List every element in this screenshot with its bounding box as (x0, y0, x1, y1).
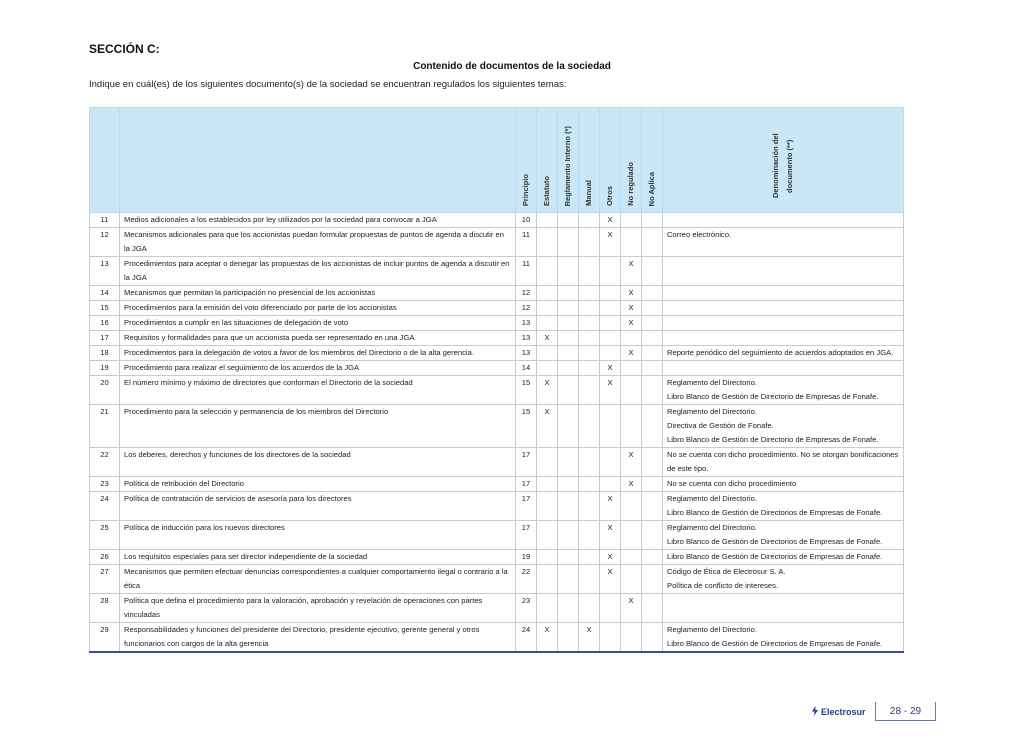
row-principio: 11 (516, 257, 537, 286)
row-otros (600, 448, 621, 477)
row-denominacion: No se cuenta con dicho procedimiento. No se otorgan bonificaciones de este tipo. (663, 448, 904, 477)
table-row (90, 331, 904, 346)
table-header-row (90, 108, 904, 213)
row-otros (600, 405, 621, 448)
row-manual (579, 448, 600, 477)
page-total: 29 (909, 706, 922, 717)
row-denominacion (663, 594, 904, 623)
row-otros (600, 331, 621, 346)
row-number: 24 (90, 492, 120, 521)
row-number: 14 (90, 286, 120, 301)
row-topic: Los deberes, derechos y funciones de los directores de la sociedad (120, 448, 516, 477)
row-topic: El número mínimo y máximo de directores que conforman el Directorio de la sociedad (120, 376, 516, 405)
row-number: 20 (90, 376, 120, 405)
header-denominacion: Denominación del documento (**) (663, 108, 904, 213)
row-no-regulado (621, 492, 642, 521)
row-estatuto (537, 286, 558, 301)
table-row (90, 257, 904, 286)
row-manual (579, 550, 600, 565)
page-current: 28 (889, 706, 902, 717)
row-otros (600, 477, 621, 492)
row-no-aplica (642, 257, 663, 286)
electrosur-logo: Electrosur (812, 706, 866, 717)
row-no-regulado (621, 213, 642, 228)
row-no-aplica (642, 316, 663, 331)
row-principio: 19 (516, 550, 537, 565)
row-principio: 14 (516, 361, 537, 376)
row-topic: Política de inducción para los nuevos directores (120, 521, 516, 550)
row-denominacion: Código de Ética de Electrosur S. A. Política de conflicto de intereses. (663, 565, 904, 594)
row-estatuto (537, 301, 558, 316)
row-denominacion: Reglamento del Directorio. Directiva de Gestión de Fonafe. Libro Blanco de Gestión de Directorio de Empresas de Fonafe. (663, 405, 904, 448)
row-manual (579, 228, 600, 257)
section-title: SECCIÓN C: (89, 42, 160, 56)
row-denominacion: Reglamento del Directorio. Libro Blanco de Gestión de Directorios de Empresas de Fonafe. (663, 492, 904, 521)
row-otros (600, 346, 621, 361)
documents-table (89, 107, 904, 653)
table-row (90, 286, 904, 301)
row-manual (579, 521, 600, 550)
row-denominacion (663, 286, 904, 301)
row-principio: 17 (516, 492, 537, 521)
row-denominacion (663, 301, 904, 316)
row-estatuto (537, 257, 558, 286)
row-no-aplica (642, 492, 663, 521)
row-no-regulado: X (621, 301, 642, 316)
header-estatuto: Estatuto (537, 108, 558, 213)
table-row (90, 521, 904, 550)
row-otros: X (600, 228, 621, 257)
row-principio: 17 (516, 477, 537, 492)
row-denominacion (663, 316, 904, 331)
row-manual (579, 376, 600, 405)
row-topic: Requisitos y formalidades para que un accionista pueda ser representado en una JGA (120, 331, 516, 346)
row-number: 18 (90, 346, 120, 361)
row-no-regulado (621, 521, 642, 550)
row-no-aplica (642, 361, 663, 376)
row-denominacion (663, 331, 904, 346)
row-principio: 13 (516, 316, 537, 331)
row-no-aplica (642, 550, 663, 565)
row-principio: 23 (516, 594, 537, 623)
row-no-aplica (642, 331, 663, 346)
row-reglamento (558, 257, 579, 286)
row-otros (600, 257, 621, 286)
row-reglamento (558, 448, 579, 477)
row-otros: X (600, 565, 621, 594)
row-reglamento (558, 405, 579, 448)
row-principio: 10 (516, 213, 537, 228)
row-no-regulado (621, 623, 642, 653)
row-principio: 17 (516, 521, 537, 550)
row-no-aplica (642, 565, 663, 594)
row-reglamento (558, 492, 579, 521)
row-manual (579, 492, 600, 521)
row-manual (579, 361, 600, 376)
row-reglamento (558, 213, 579, 228)
row-manual (579, 477, 600, 492)
row-no-regulado: X (621, 594, 642, 623)
row-number: 27 (90, 565, 120, 594)
row-reglamento (558, 316, 579, 331)
row-manual (579, 405, 600, 448)
row-topic: Procedimientos para la emisión del voto diferenciado por parte de los accionistas (120, 301, 516, 316)
row-number: 25 (90, 521, 120, 550)
row-number: 22 (90, 448, 120, 477)
row-estatuto (537, 448, 558, 477)
row-principio: 22 (516, 565, 537, 594)
row-topic: Política de contratación de servicios de asesoría para los directores (120, 492, 516, 521)
row-no-aplica (642, 346, 663, 361)
row-topic: Política de retribución del Directorio (120, 477, 516, 492)
row-no-regulado (621, 550, 642, 565)
table-row (90, 301, 904, 316)
row-otros: X (600, 361, 621, 376)
row-topic: Procedimiento para realizar el seguimiento de los acuerdos de la JGA (120, 361, 516, 376)
header-number (90, 108, 120, 213)
row-no-regulado (621, 376, 642, 405)
row-topic: Responsabilidades y funciones del presidente del Directorio, presidente ejecutivo, gerente general y otros funcionarios con cargos de la alta gerencia (120, 623, 516, 653)
row-reglamento (558, 301, 579, 316)
row-manual (579, 301, 600, 316)
row-estatuto (537, 594, 558, 623)
table-row (90, 565, 904, 594)
row-manual (579, 286, 600, 301)
row-estatuto (537, 213, 558, 228)
row-denominacion: Libro Blanco de Gestión de Directorios de Empresas de Fonafe. (663, 550, 904, 565)
row-topic: Procedimientos para la delegación de votos a favor de los miembros del Directorio o de la alta gerencia. (120, 346, 516, 361)
row-estatuto (537, 361, 558, 376)
row-estatuto (537, 346, 558, 361)
row-no-aplica (642, 594, 663, 623)
row-estatuto: X (537, 623, 558, 653)
row-estatuto (537, 565, 558, 594)
row-reglamento (558, 550, 579, 565)
row-manual (579, 316, 600, 331)
row-denominacion (663, 361, 904, 376)
row-no-aplica (642, 301, 663, 316)
header-no-regulado: No regulado (621, 108, 642, 213)
row-number: 23 (90, 477, 120, 492)
row-no-regulado (621, 405, 642, 448)
row-number: 17 (90, 331, 120, 346)
row-otros: X (600, 550, 621, 565)
row-number: 29 (90, 623, 120, 653)
row-reglamento (558, 521, 579, 550)
bolt-icon (812, 706, 818, 716)
row-no-aplica (642, 477, 663, 492)
row-reglamento (558, 623, 579, 653)
row-reglamento (558, 594, 579, 623)
row-topic: Política que defina el procedimiento para la valoración, aprobación y revelación de operaciones con partes vinculadas (120, 594, 516, 623)
table-row (90, 316, 904, 331)
row-topic: Medios adicionales a los establecidos por ley utilizados por la sociedad para convocar a JGA (120, 213, 516, 228)
row-principio: 11 (516, 228, 537, 257)
row-no-regulado (621, 228, 642, 257)
row-estatuto (537, 228, 558, 257)
row-manual (579, 257, 600, 286)
row-topic: Mecanismos que permiten efectuar denuncias correspondientes a cualquier comportamiento ilegal o contrario a la ética (120, 565, 516, 594)
table-row (90, 623, 904, 653)
row-number: 13 (90, 257, 120, 286)
row-number: 21 (90, 405, 120, 448)
row-estatuto (537, 492, 558, 521)
header-principio: Principio (516, 108, 537, 213)
row-estatuto: X (537, 376, 558, 405)
row-denominacion: Reglamento del Directorio. Libro Blanco de Gestión de Directorios de Empresas de Fonafe. (663, 521, 904, 550)
row-principio: 15 (516, 405, 537, 448)
row-manual (579, 346, 600, 361)
row-no-aplica (642, 376, 663, 405)
row-no-regulado: X (621, 286, 642, 301)
row-otros: X (600, 492, 621, 521)
table-row (90, 228, 904, 257)
header-manual: Manual (579, 108, 600, 213)
row-estatuto: X (537, 331, 558, 346)
row-reglamento (558, 286, 579, 301)
row-no-regulado: X (621, 316, 642, 331)
row-otros (600, 286, 621, 301)
document-title: Contenido de documentos de la sociedad (413, 61, 611, 72)
row-manual (579, 331, 600, 346)
header-reglamento: Reglamento Interno (*) (558, 108, 579, 213)
header-topic (120, 108, 516, 213)
row-no-aplica (642, 213, 663, 228)
row-no-aplica (642, 521, 663, 550)
table-row (90, 492, 904, 521)
row-principio: 24 (516, 623, 537, 653)
row-no-regulado: X (621, 257, 642, 286)
row-denominacion: Reglamento del Directorio. Libro Blanco de Gestión de Directorios de Empresas de Fonafe. (663, 623, 904, 653)
row-no-regulado (621, 361, 642, 376)
row-no-aplica (642, 448, 663, 477)
row-no-aplica (642, 405, 663, 448)
row-reglamento (558, 565, 579, 594)
row-manual (579, 565, 600, 594)
row-topic: Procedimientos a cumplir en las situaciones de delegación de voto (120, 316, 516, 331)
table-row (90, 477, 904, 492)
row-principio: 13 (516, 346, 537, 361)
row-no-aplica (642, 286, 663, 301)
row-reglamento (558, 228, 579, 257)
row-principio: 13 (516, 331, 537, 346)
row-otros (600, 316, 621, 331)
row-otros: X (600, 376, 621, 405)
row-estatuto (537, 477, 558, 492)
row-otros: X (600, 213, 621, 228)
table-row (90, 376, 904, 405)
row-number: 28 (90, 594, 120, 623)
instruction-text: Indique en cuál(es) de los siguientes documento(s) de la sociedad se encuentran regulados los siguientes temas: (89, 79, 567, 90)
row-otros (600, 594, 621, 623)
row-reglamento (558, 346, 579, 361)
row-number: 11 (90, 213, 120, 228)
table-row (90, 448, 904, 477)
row-reglamento (558, 331, 579, 346)
row-number: 26 (90, 550, 120, 565)
table-row (90, 550, 904, 565)
row-denominacion (663, 213, 904, 228)
header-no-aplica: No Aplica (642, 108, 663, 213)
row-denominacion: Reglamento del Directorio. Libro Blanco de Gestión de Directorio de Empresas de Fonafe. (663, 376, 904, 405)
row-estatuto (537, 550, 558, 565)
row-manual (579, 594, 600, 623)
row-no-regulado (621, 331, 642, 346)
row-principio: 15 (516, 376, 537, 405)
row-reglamento (558, 376, 579, 405)
row-number: 12 (90, 228, 120, 257)
row-denominacion: Correo electrónico. (663, 228, 904, 257)
header-otros: Otros (600, 108, 621, 213)
row-reglamento (558, 477, 579, 492)
row-denominacion: No se cuenta con dicho procedimiento (663, 477, 904, 492)
row-otros (600, 623, 621, 653)
row-topic: Mecanismos adicionales para que los accionistas puedan formular propuestas de puntos de agenda a discutir en la JGA (120, 228, 516, 257)
row-number: 16 (90, 316, 120, 331)
row-no-aplica (642, 623, 663, 653)
table-row (90, 213, 904, 228)
table-row (90, 361, 904, 376)
table-row (90, 594, 904, 623)
row-no-regulado: X (621, 346, 642, 361)
row-topic: Procedimiento para la selección y permanencia de los miembros del Directorio (120, 405, 516, 448)
row-topic: Mecanismos que permitan la participación no presencial de los accionistas (120, 286, 516, 301)
row-estatuto (537, 316, 558, 331)
row-principio: 17 (516, 448, 537, 477)
row-manual: X (579, 623, 600, 653)
row-topic: Los requisitos especiales para ser director independiente de la sociedad (120, 550, 516, 565)
table-row (90, 405, 904, 448)
row-no-regulado: X (621, 448, 642, 477)
table-row (90, 346, 904, 361)
row-no-regulado: X (621, 477, 642, 492)
row-number: 15 (90, 301, 120, 316)
row-topic: Procedimientos para aceptar o denegar las propuestas de los accionistas de incluir puntos de agenda a discutir en la JGA (120, 257, 516, 286)
row-denominacion: Reporte periódico del seguimiento de acuerdos adoptados en JGA. (663, 346, 904, 361)
row-estatuto: X (537, 405, 558, 448)
row-principio: 12 (516, 286, 537, 301)
row-reglamento (558, 361, 579, 376)
row-estatuto (537, 521, 558, 550)
row-otros: X (600, 521, 621, 550)
row-manual (579, 213, 600, 228)
row-no-aplica (642, 228, 663, 257)
row-number: 19 (90, 361, 120, 376)
page-separator: - (903, 706, 908, 717)
row-no-regulado (621, 565, 642, 594)
page-indicator (875, 702, 936, 721)
row-denominacion (663, 257, 904, 286)
row-otros (600, 301, 621, 316)
row-principio: 12 (516, 301, 537, 316)
